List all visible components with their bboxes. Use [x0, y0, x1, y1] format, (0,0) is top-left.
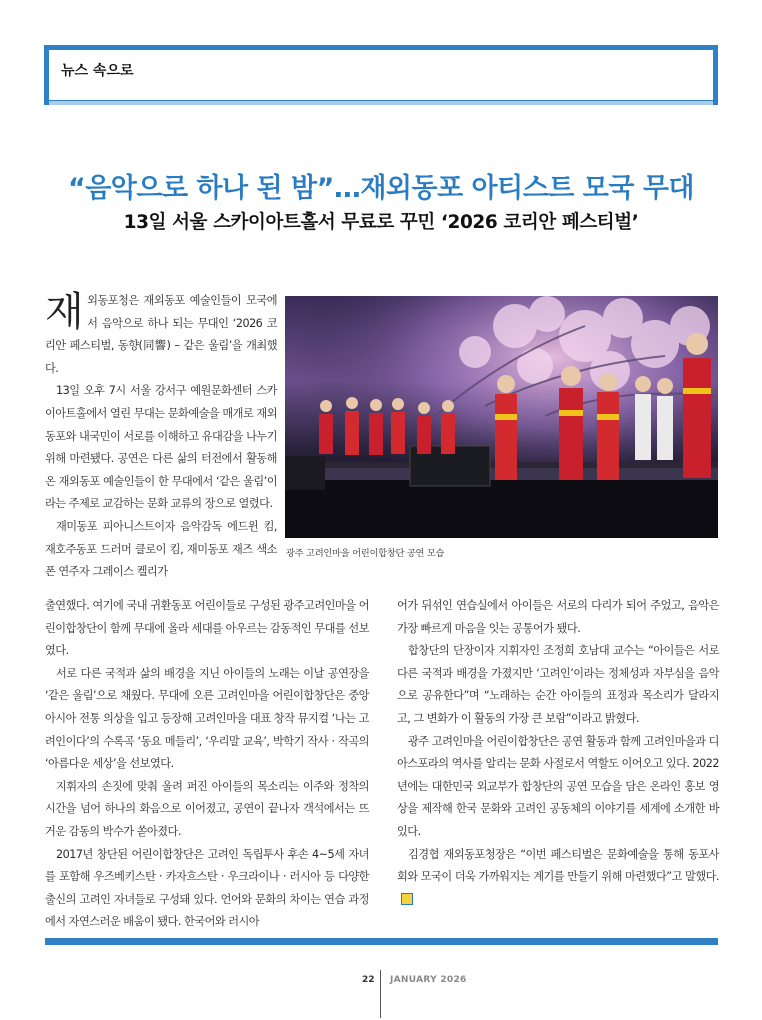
article-column-1: [45, 290, 277, 584]
article-column-3: [397, 595, 719, 911]
article-paragraph: 지휘자의 손짓에 맞춰 울려 퍼진 아이들의 목소리는 이주와 정착의 시간을 넘어 하나의 화음으로 이어졌고, 공연이 끝나자 객석에서는 뜨거운 감동의 박수가 쏟아졌다.: [45, 779, 369, 838]
end-mark-icon: [401, 893, 413, 905]
article-paragraph: 서로 다른 국적과 삶의 배경을 지닌 아이들의 노래는 이날 공연장을 ‘같은 울림’으로 채웠다. 무대에 오른 고려인마을 어린이합창단은 중앙아시아 전통 의상을 입고 등장해 고려인마을 대표 창작 뮤지컬 ‘나는 고려인이다’의 수록곡 ‘동요 메들리’, ‘우리말 교육’, 박학기 작사 · 작곡의 ‘아름다운 세상’을 선보였다.: [45, 666, 369, 771]
article-paragraph: 재미동포 피아니스트이자 음악감독 에드윈 킴, 재호주동포 드러머 클로이 킴, 재미동포 재즈 색소폰 연주자 그레이스 켈리가: [45, 519, 277, 579]
photo-caption: 광주 고려인마을 어린이합창단 공연 모습: [286, 548, 445, 559]
footer-bar: [45, 938, 718, 945]
article-headline: “음악으로 하나 된 밤”…재외동포 아티스트 모국 무대: [67, 173, 695, 204]
article-paragraph: 재외동포청은 재외동포 예술인들이 모국에서 음악으로 하나 되는 무대인 ‘2026 코리안 페스티벌, 동향(同響) – 같은 울림’을 개최했다.: [45, 289, 277, 375]
article-subheadline: 13일 서울 스카이아트홀서 무료로 꾸민 ‘2026 코리안 페스티벌’: [123, 212, 639, 233]
section-label: 뉴스 속으로: [61, 63, 134, 79]
article-paragraph: 2017년 창단된 어린이합창단은 고려인 독립투사 후손 4~5세 자녀를 포함해 우즈베키스탄 · 카자흐스탄 · 우크라이나 · 러시아 등 다양한 출신의 고려인 자녀들로 구성돼 있다. 언어와 문화의 차이는 연습 과정에서 자연스러운 배움이 됐다. 한국어와 러시아: [45, 847, 369, 929]
article-paragraph: 어가 뒤섞인 연습실에서 아이들은 서로의 다리가 되어 주었고, 음악은 가장 빠르게 마음을 잇는 공통어가 됐다.: [397, 599, 719, 635]
section-header-box: [44, 45, 718, 105]
choir-stage-illustration: [285, 296, 718, 538]
choir-performance-photo: [285, 296, 718, 538]
page-number: 22: [362, 975, 375, 985]
article-paragraph: 출연했다. 여기에 국내 귀환동포 어린이들로 구성된 광주고려인마을 어린이합창단이 함께 무대에 올라 세대를 아우르는 감동적인 무대를 선보였다.: [45, 599, 369, 658]
footer-divider: [380, 970, 381, 1018]
article-column-2: [45, 595, 369, 934]
issue-date: JANUARY 2026: [390, 975, 467, 985]
article-paragraph: 광주 고려인마을 어린이합창단은 공연 활동과 함께 고려인마을과 디아스포라의 역사를 알리는 문화 사절로서 역할도 이어오고 있다. 2022년에는 대한민국 외교부가 합창단의 공연 모습을 담은 온라인 홍보 영상을 제작해 한국 문화와 고려인 공동체의 이야기를 세계에 소개한 바 있다.: [397, 734, 719, 838]
drop-cap: 재: [45, 289, 84, 335]
article-paragraph: 김경협 재외동포청장은 “이번 페스티벌은 문화예술을 통해 동포사회와 모국이 더욱 가까워지는 계기를 만들기 위해 마련했다”고 말했다.: [397, 844, 719, 912]
article-paragraph: 13일 오후 7시 서울 강서구 예원문화센터 스카이아트홀에서 열린 무대는 문화예술을 매개로 재외동포와 내국민이 서로를 이해하고 유대감을 나누기 위해 마련됐다. 공연은 다른 삶의 터전에서 활동해 온 재외동포 예술인들이 한 무대에서 ‘같은 울림’이라는 주제로 교감하는 문화 교류의 장으로 열렸다.: [45, 384, 277, 511]
article-paragraph: 합창단의 단장이자 지휘자인 조정희 호남대 교수는 “아이들은 서로 다른 국적과 배경을 가졌지만 ‘고려인’이라는 정체성과 자부심을 음악으로 공유한다”며 “노래하는 순간 아이들의 표정과 목소리가 달라지고, 그 변화가 이 활동의 가장 큰 보람”이라고 밝혔다.: [397, 644, 719, 725]
